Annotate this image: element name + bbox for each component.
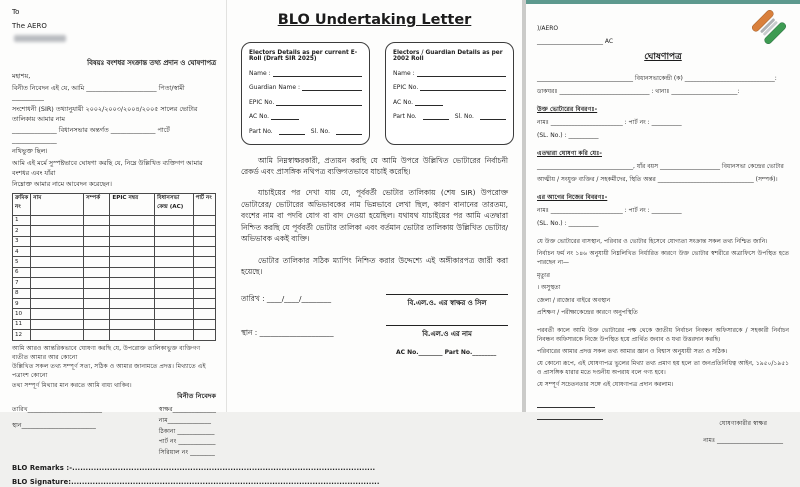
address-field: ঠিকানা ____________ (158, 427, 215, 435)
name-field: নাম______________ (158, 416, 211, 424)
reason-item: জেলা / রাজ্যের বাইরে অবস্থান (537, 296, 611, 304)
date-place-block (241, 294, 334, 356)
reason-item: । অসুস্থতা (537, 284, 561, 292)
table-row (13, 267, 216, 277)
addressee: The AERO (12, 21, 47, 30)
ac-no-field: AC No. (249, 113, 362, 120)
signature-rule (537, 419, 603, 420)
epic-no-field: EPIC No. (249, 99, 362, 106)
signature-caption: বি.এল.ও. এর স্বাক্ষর ও সিল (407, 298, 487, 307)
roll-2002-box (385, 42, 514, 145)
blo-sign-area (241, 294, 508, 356)
blank-line (302, 84, 362, 91)
box-title: Electors Details as per current E-Roll (Draft SIR 2025) (249, 50, 358, 62)
part-sl-row (249, 128, 362, 135)
blank-line (417, 70, 506, 77)
ac-no-field: AC No. (393, 99, 506, 106)
signature-rule (537, 407, 595, 408)
redacted-text (14, 35, 66, 42)
table-row (13, 236, 216, 246)
row-serial: 2 (13, 226, 31, 236)
reason-item: মৃত্যুর (537, 271, 550, 279)
name-field: Name : (249, 70, 362, 77)
blank-line (415, 99, 443, 106)
row-serial: 1 (13, 215, 31, 225)
table-row (13, 278, 216, 288)
signature-block (12, 405, 216, 459)
ac-part-fields: AC No.________ Part No.________ (396, 348, 497, 356)
attestation-lines (537, 403, 603, 444)
place-field: স্থান : ____________________ (241, 327, 334, 337)
blo-signature-line: BLO Signature:................................................................................................................... (12, 478, 380, 487)
blank-line (423, 113, 449, 120)
elector-details-heading: উক্ত ভোটারের বিবরণঃ- (537, 105, 598, 113)
to-label: To (12, 8, 20, 16)
table-row (13, 247, 216, 257)
blank-line (271, 113, 299, 120)
row-serial: 4 (13, 247, 31, 257)
previous-details-heading: এর আগের নিজের বিবরণঃ- (537, 194, 608, 202)
table-row (13, 215, 216, 225)
absence-reason-list (537, 271, 789, 318)
table-row (13, 330, 216, 340)
row-serial: 10 (13, 309, 31, 319)
body-line: নথিভুক্ত ছিল। (12, 147, 48, 156)
table-row (13, 309, 216, 319)
name-field: Name : (393, 70, 506, 77)
sl-no-label: Sl. No. (310, 127, 330, 135)
descendants-table (12, 193, 216, 341)
col-epic: EPIC নম্বর (110, 193, 155, 215)
box-title: Electors / Guardian Details as per 2002 Roll (392, 50, 503, 62)
aero-reference: )/AERO (537, 25, 559, 32)
body-line: নিম্নোক্ত আমার নামে আবেদন করেছেন। (12, 180, 112, 189)
body-line: আমি এই মর্মে সুস্পষ্টভাবে ঘোষণা করছি যে, নিম্নে উল্লিখিত ব্যক্তিগণ আমার বংশধর এবং যাঁরা (12, 159, 203, 177)
row-serial: 7 (13, 278, 31, 288)
name-caption: বি.এল.ও এর নাম (422, 329, 472, 338)
closing-declaration (12, 344, 216, 390)
blank-line (273, 70, 362, 77)
reason-item: প্রশিক্ষণ / পরীক্ষাকেন্দ্রের কারণে অনুপস্থিতি (537, 309, 638, 317)
part-field: পার্ট নং ____________ (158, 438, 216, 446)
declaration-title: ঘোষণাপত্র (644, 52, 682, 62)
signature-field: স্বাক্ষর______________ (158, 405, 216, 413)
row-serial: 8 (13, 288, 31, 298)
ac-line: ______________________ AC (537, 38, 614, 45)
closing-line: আমি আরও আন্তরিকভাবে ঘোষণা করছি যে, উপরোক্ত তালিকাভুক্ত ব্যক্তিগণ ব্যতীত আমার আর কোনো (12, 344, 201, 361)
serial-field: সিরিয়াল নং ________ (158, 449, 215, 457)
name-rule (386, 325, 508, 326)
place-field: স্থান________________________ (12, 422, 96, 430)
elector-sl-no: (SL. No.) : __________ (537, 131, 599, 139)
row-serial: 6 (13, 267, 31, 277)
table-row (13, 319, 216, 329)
previous-sl-no: (SL. No.) : __________ (537, 220, 599, 228)
statement-paragraph-4: পরিবারের আমার প্রদত্ত সকল তথ্য আমার জ্ঞান ও বিশ্বাস অনুযায়ী সত্য ও সঠিক। (537, 348, 728, 356)
row-serial: 9 (13, 299, 31, 309)
declaration-form (522, 0, 800, 444)
col-name: নাম (31, 193, 84, 215)
epic-no-field: EPIC No. (393, 84, 506, 91)
blo-signature-block (386, 294, 508, 356)
declarant-signature-block (703, 403, 789, 444)
previous-name-part: নামঃ ________________________ : পার্ট নং : __________ (537, 207, 682, 215)
body-line: বিনীত নিবেদন এই যে, আমি ______________________ পিতা/স্বামী __________ (12, 83, 185, 102)
blo-undertaking-letter (226, 0, 522, 412)
blo-remarks-line: BLO Remarks :-................................................................................................................. (12, 463, 376, 472)
statement-paragraph-6: যে সম্পূর্ণ সচেতনতার সঙ্গে এই ঘোষণাপত্র প্রদান করলাম। (537, 381, 674, 389)
statement-paragraph-1: যে উক্ত ভোটারের বাসস্থান, পরিবার ও ভোটার হিসেবে যোগ্যতা সংক্রান্ত সকল তথ্য নিশ্চিত জানি। (537, 238, 768, 246)
row-serial: 12 (13, 330, 31, 340)
signature-rule (386, 294, 508, 295)
declaration-heading: এতদ্বারা ঘোষণা করি যেঃ- (537, 149, 602, 157)
date-field: তারিখ : ____/____/________ (241, 293, 332, 303)
blank-line (336, 128, 362, 135)
table-header-row (13, 193, 216, 215)
elector-name-part: নামঃ ________________________ : পার্ট নং : __________ (537, 118, 682, 126)
undertaking-paragraph-1: আমি নিম্নস্বাক্ষরকারী, প্রত্যয়ন করছি যে আমি উপরে উল্লিখিত ভোটারের নির্বাচনী রেকর্ড এবং প্রাসঙ্গিক নথিপত্র ব্যক্তিগতভাবে যাচাই করেছি। (241, 155, 508, 176)
blank-line (279, 128, 305, 135)
date-field: তারিখ________________________ (12, 405, 102, 413)
col-serial: ক্রমিক নং (13, 193, 31, 215)
statement-paragraph-5: যে কোনো রূপে, এই ঘোষণাপত্র ভুলের মিথ্যা তথ্য প্রমাণ হয় হলে তা জনপ্রতিনিধিত্ব আইন, ১৯৫০/১৯৫১ ও প্রাসঙ্গিক ধারার মতে দণ্ডনীয় অপরাধ বলে গণ্য হবে। (537, 360, 789, 377)
table-row (13, 288, 216, 298)
undertaking-paragraph-2: যাচাইয়ের পর দেখা যায় যে, পূর্ববর্তী ভোটার তালিকায় (শেষ SIR) উপরোক্ত ভোটারের/ ভোটারের অভিভাবকের নাম ভিন্নভাবে লেখা ছিল, কারণ বানানের তারতম্য, বংশের নাম বা পদবি যোগ বা বাদ দেওয়া হয়েছিল। যথাযথ যাচাইয়ের পর আমি এতদ্বারা নিশ্চিত করছি যে পূর্ববর্তী ভোটার তালিকা এবং বর্তমান ভোটার তালিকায় উল্লিখিত ভোটার/অভিভাবক একই ব্যক্তি। (241, 188, 508, 244)
blank-line (276, 99, 362, 106)
date-place-block (12, 405, 102, 459)
statement-paragraph-3: পরবর্তী কালে আমি উক্ত ভোটারের পক্ষ থেকে জাতীয় নির্বাচন নিবন্ধন অফিসারকে / সহকারী নির্বাচন নিবন্ধন অফিসারকে নিজে উপস্থিত হয়ে প্রার্থিত জবাব ও যথা উত্তরদান করছি। (537, 327, 789, 344)
applicant-sign-block (159, 405, 216, 459)
blank-line (420, 84, 506, 91)
postoffice-line: ডাকঘরঃ ______________________________ : থানাঃ ______________________: (537, 87, 740, 95)
constituency-line: ________________________________ বিধানসভাকেন্দ্রী (ক) ______________________________: (537, 74, 777, 82)
col-ac: বিধানসভা কেন্দ্র (AC) (155, 193, 194, 215)
closing-line: উল্লিখিত সকল তথ্য সম্পূর্ণ সত্য, সঠিক ও আমার জানামতে প্রদত্ত। মিথ্যাতে এই পত্রাংশ কোনো (12, 363, 206, 380)
declarant-signature-caption: ঘোষণাকারীর স্বাক্ষর (719, 420, 767, 428)
declarant-sign-area (537, 403, 789, 444)
closing-line: তথ্য সম্পূর্ণ মিথ্যার মান করতে আমি বাধ্য থাকিব। (12, 381, 132, 389)
table-row (13, 257, 216, 267)
declaration-line-1: ________________________________, যাঁর বয়স ____________________ বিধানসভা কেন্দ্রের ভোটার (537, 163, 784, 171)
teal-header-bar (526, 0, 800, 4)
row-serial: 5 (13, 257, 31, 267)
row-serial: 11 (13, 319, 31, 329)
sl-no-label: Sl. No. (454, 113, 474, 120)
statement-paragraph-2: নির্বাচন ফর্ম নং ১৪৬ অনুযায়ী নিম্নলিখিত নির্ধারিত কারণে উক্ত ভোটার স্বশরীরে অত্রাফিসে উপস্থিত হতে পারছেন না— (537, 250, 789, 267)
row-serial: 3 (13, 236, 31, 246)
col-relation: সম্পর্ক (84, 193, 110, 215)
blank-line (480, 113, 506, 120)
declaration-line-2: আত্মীয় / সংযুক্ত ব্যক্তির / সহকর্মীদের, স্থিতি অন্তর ________________________________ (সম্পর্ক)। (537, 176, 778, 184)
body-line: ______________ বিধানসভার অন্তর্গত ______________ পার্টে ______________ (12, 126, 170, 144)
letter-body (12, 72, 216, 190)
undertaking-paragraph-3: ভোটার তালিকার সঠিক ম্যাপিং নিশ্চিত করার উদ্দেশ্যে এই অঙ্গীকারপত্র জারী করা হয়েছে। (241, 255, 508, 277)
table-row (13, 299, 216, 309)
regards: বিনীত নিবেদক (177, 392, 216, 401)
guardian-name-field: Guardian Name : (249, 84, 362, 91)
current-eroll-box (241, 42, 370, 145)
body-line: সংশোধনী (SIR) তথ্যানুযায়ী ২০০২/২০০৩/২০০৪/২০০৫ সালের ভোটার তালিকায় আমার নাম (12, 105, 198, 123)
declarant-name-field: নামঃ ______________________ (703, 436, 783, 444)
part-no-label: Part No. (249, 127, 273, 135)
table-row (13, 226, 216, 236)
part-no-label: Part No. (392, 113, 417, 120)
part-sl-row (393, 113, 506, 120)
eci-logo (750, 8, 788, 46)
salutation: মহাশয়, (12, 72, 31, 81)
subject-line: বিষয়ঃ বংশধর সংক্রান্ত তথ্য প্রদান ও ঘোষণাপত্র (87, 59, 216, 67)
detail-boxes (241, 42, 508, 145)
col-part: পার্ট নং (193, 193, 215, 215)
page-title: BLO Undertaking Letter (277, 12, 472, 28)
